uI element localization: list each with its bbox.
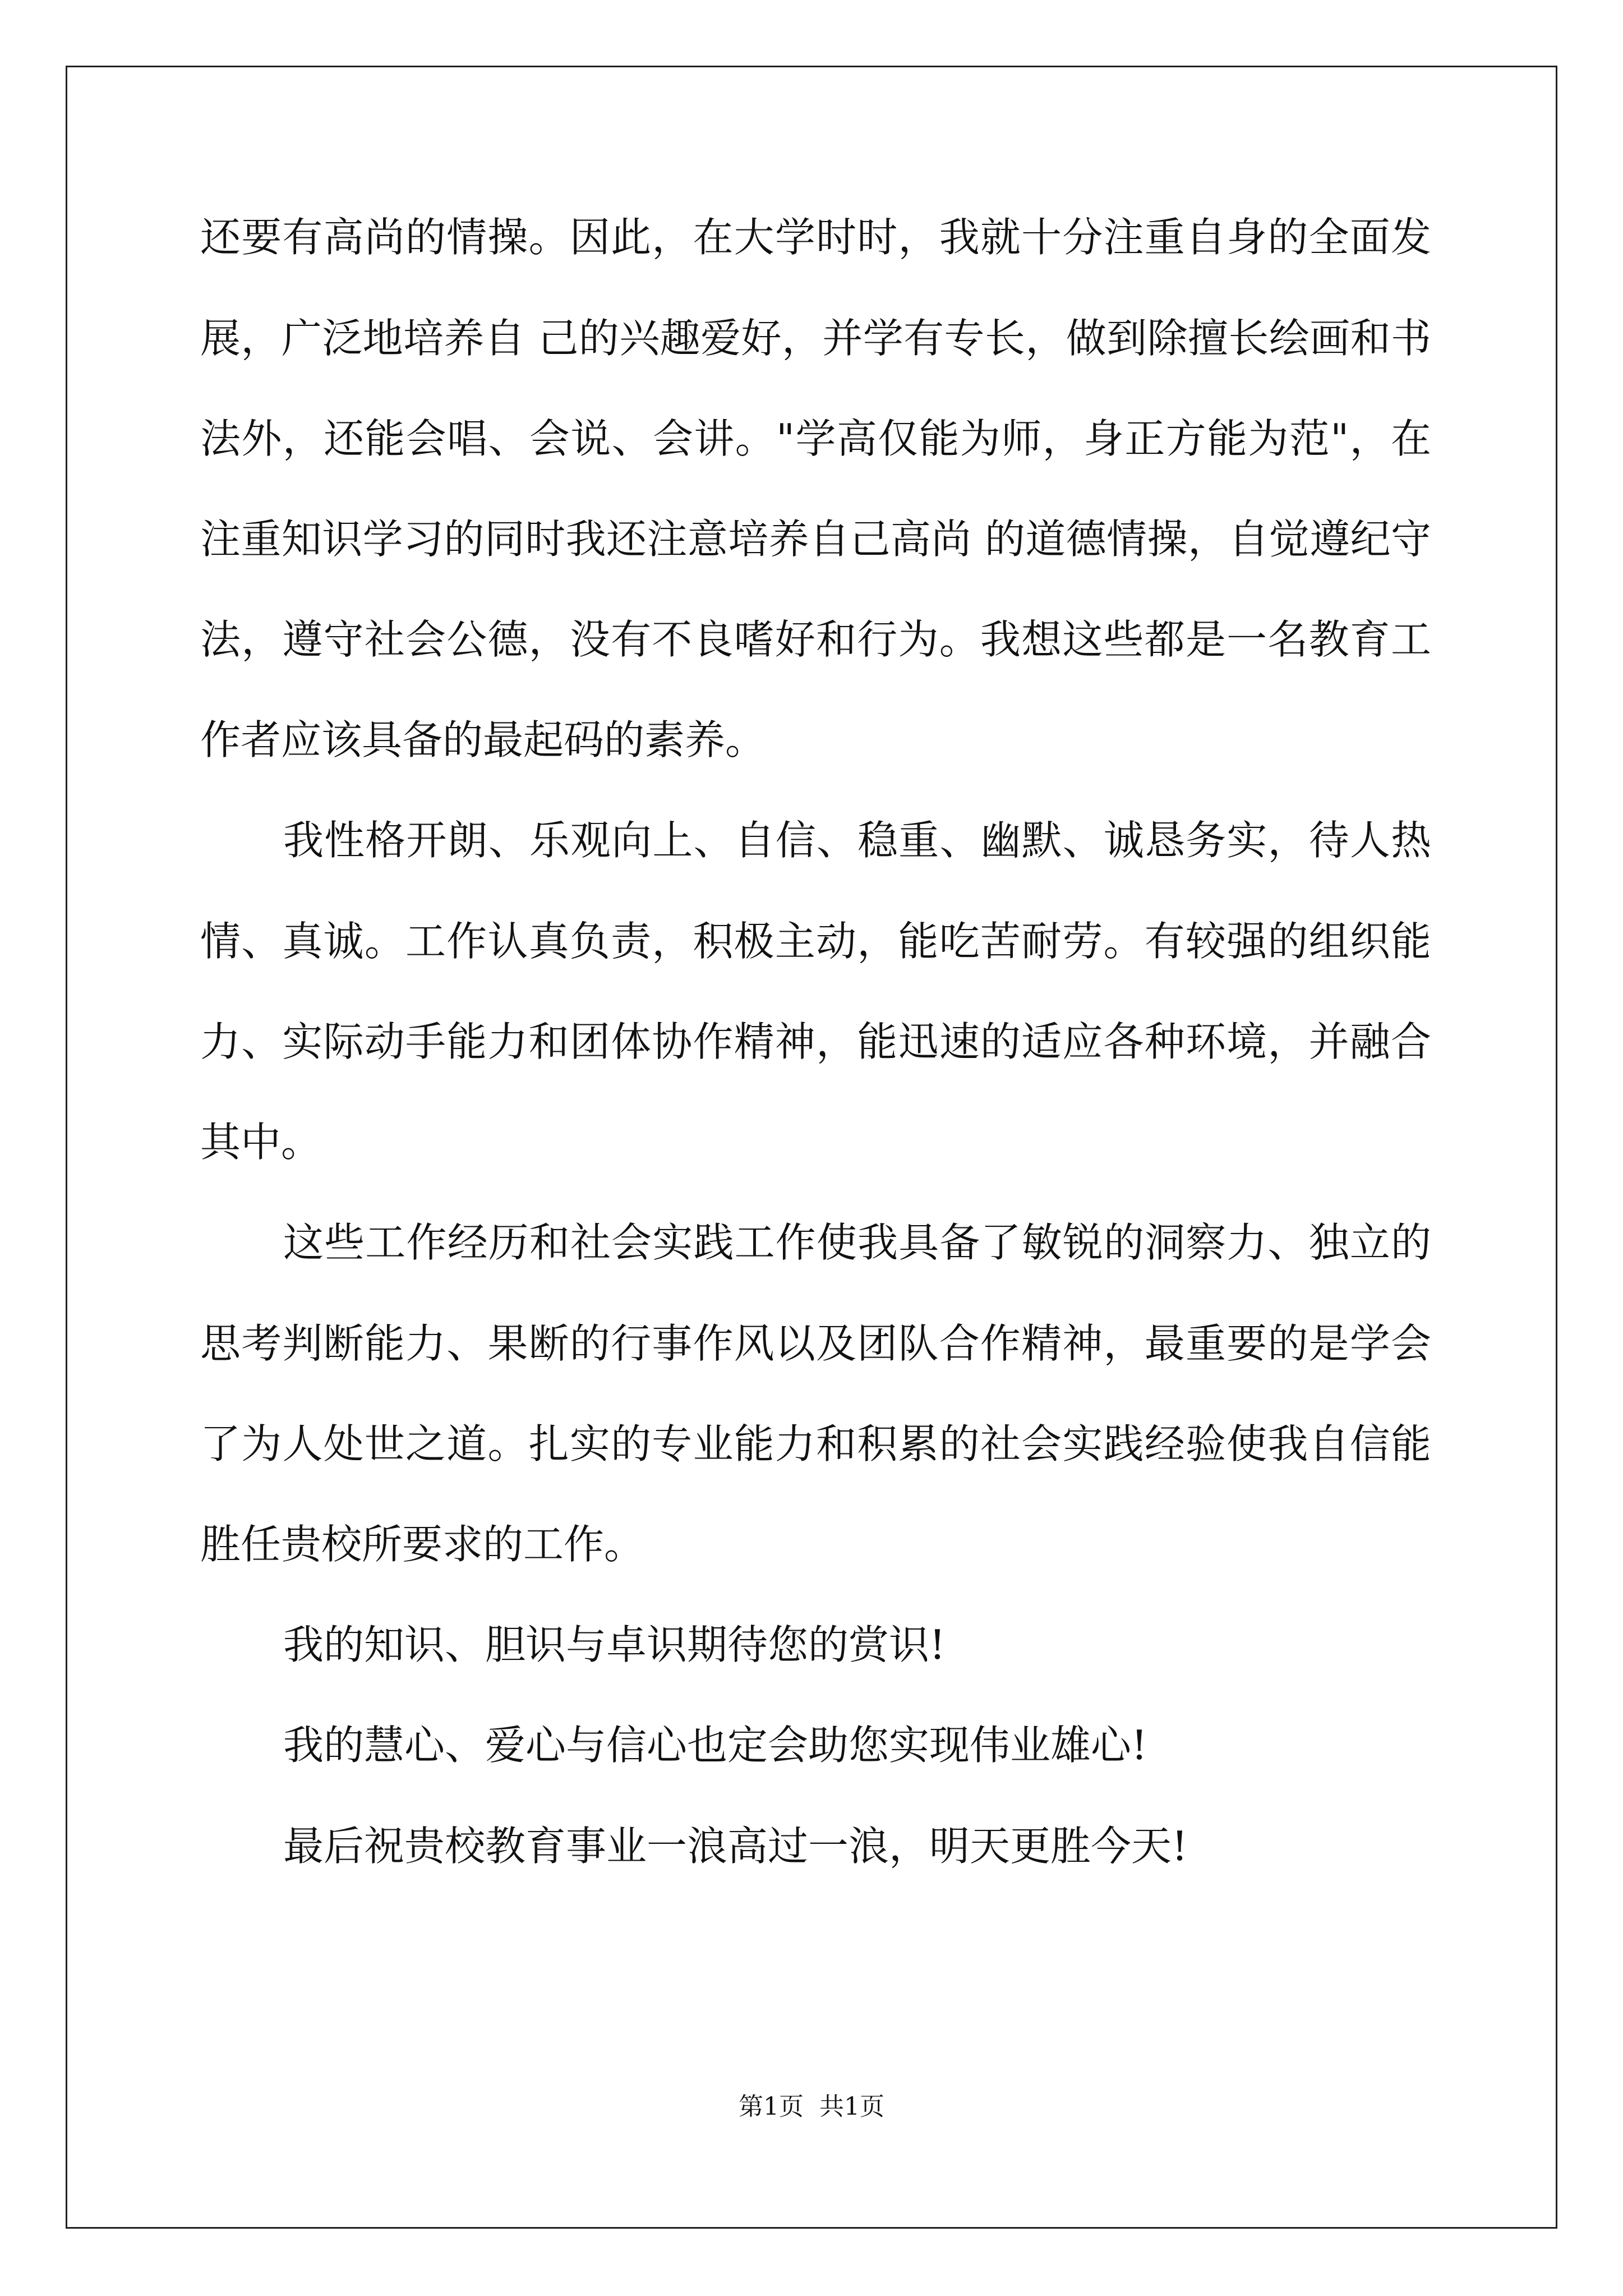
text-line: 思考判断能力、果断的行事作风以及团队合作精神，最重要的是学会 xyxy=(200,1320,1431,1367)
text-line: 我性格开朗、乐观向上、自信、稳重、幽默、诚恳务实，待人热 xyxy=(283,817,1431,864)
text-line: 胜任贵校所要求的工作。 xyxy=(200,1521,645,1568)
text-line: 法外，还能会唱、会说、会讲。"学高仅能为师，身正方能为范"，在 xyxy=(200,415,1431,462)
text-line: 我的慧心、爱心与信心也定会助您实现伟业雄心! xyxy=(283,1722,1147,1769)
text-line: 还要有高尚的情操。因此，在大学时时，我就十分注重自身的全面发 xyxy=(200,214,1431,261)
text-line: 作者应该具备的最起码的素养。 xyxy=(200,716,766,763)
page-footer xyxy=(0,2091,1623,2123)
text-line: 展，广泛地培养自 己的兴趣爱好，并学有专长，做到除擅长绘画和书 xyxy=(200,315,1431,362)
text-line: 注重知识学习的同时我还注意培养自己高尚 的道德情操，自觉遵纪守 xyxy=(200,516,1431,563)
text-line: 力、实际动手能力和团体协作精神，能迅速的适应各种环境，并融合 xyxy=(200,1018,1431,1065)
page-total: 共1页 xyxy=(819,2092,884,2121)
text-line: 其中。 xyxy=(200,1119,322,1166)
page-number: 第1页 xyxy=(739,2092,804,2121)
text-line: 法，遵守社会公德，没有不良嗜好和行为。我想这些都是一名教育工 xyxy=(200,616,1431,663)
text-line: 情、真诚。工作认真负责，积极主动，能吃苦耐劳。有较强的组织能 xyxy=(200,918,1431,965)
text-line: 我的知识、胆识与卓识期待您的赏识! xyxy=(283,1621,946,1668)
text-line: 最后祝贵校教育事业一浪高过一浪，明天更胜今天! xyxy=(283,1823,1188,1870)
text-line: 这些工作经历和社会实践工作使我具备了敏锐的洞察力、独立的 xyxy=(283,1219,1431,1266)
text-line: 了为人处世之道。扎实的专业能力和积累的社会实践经验使我自信能 xyxy=(200,1420,1431,1467)
